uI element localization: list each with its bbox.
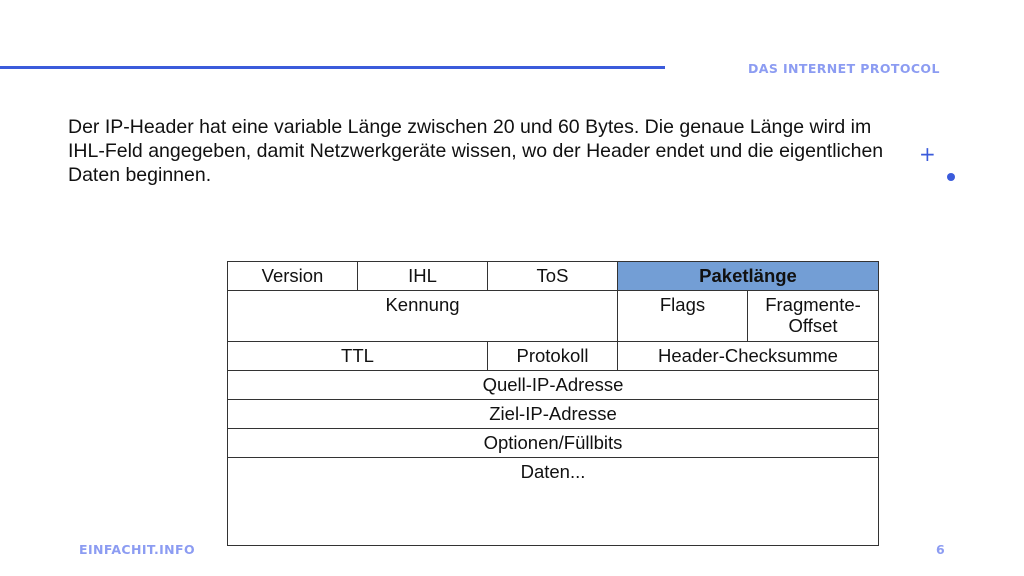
field-flags: Flags <box>618 291 748 342</box>
intro-paragraph: Der IP-Header hat eine variable Länge zwischen 20 und 60 Bytes. Die genaue Länge wird im IHL-Feld angegeben, damit Netzwerkgeräte wissen, wo der Header endet und die eigentlichen Daten beginnen. <box>68 116 884 186</box>
field-checksum: Header-Checksumme <box>618 342 879 371</box>
field-protocol: Protokoll <box>488 342 618 371</box>
fragment-offset-line1: Fragmente- <box>765 294 861 315</box>
table-row <box>228 262 879 291</box>
field-data: Daten... <box>228 458 879 546</box>
page-number: 6 <box>936 542 945 557</box>
field-ttl: TTL <box>228 342 488 371</box>
table-row <box>228 400 879 429</box>
field-options: Optionen/Füllbits <box>228 429 879 458</box>
field-total-length: Paketlänge <box>618 262 879 291</box>
field-fragment-offset <box>748 291 879 342</box>
field-tos: ToS <box>488 262 618 291</box>
dot-icon <box>947 173 955 181</box>
footer-brand: EINFACHIT.INFO <box>79 542 195 557</box>
field-destination-address: Ziel-IP-Adresse <box>228 400 879 429</box>
field-ihl: IHL <box>358 262 488 291</box>
table-row <box>228 342 879 371</box>
field-identification: Kennung <box>228 291 618 342</box>
fragment-offset-line2: Offset <box>788 315 838 336</box>
section-title: DAS INTERNET PROTOCOL <box>748 61 940 76</box>
plus-icon: + <box>919 142 936 166</box>
table-row <box>228 429 879 458</box>
field-version: Version <box>228 262 358 291</box>
table-row <box>228 458 879 546</box>
header-rule <box>0 66 665 69</box>
ip-header-table <box>227 261 879 546</box>
table-row <box>228 371 879 400</box>
field-source-address: Quell-IP-Adresse <box>228 371 879 400</box>
table-row <box>228 291 879 342</box>
